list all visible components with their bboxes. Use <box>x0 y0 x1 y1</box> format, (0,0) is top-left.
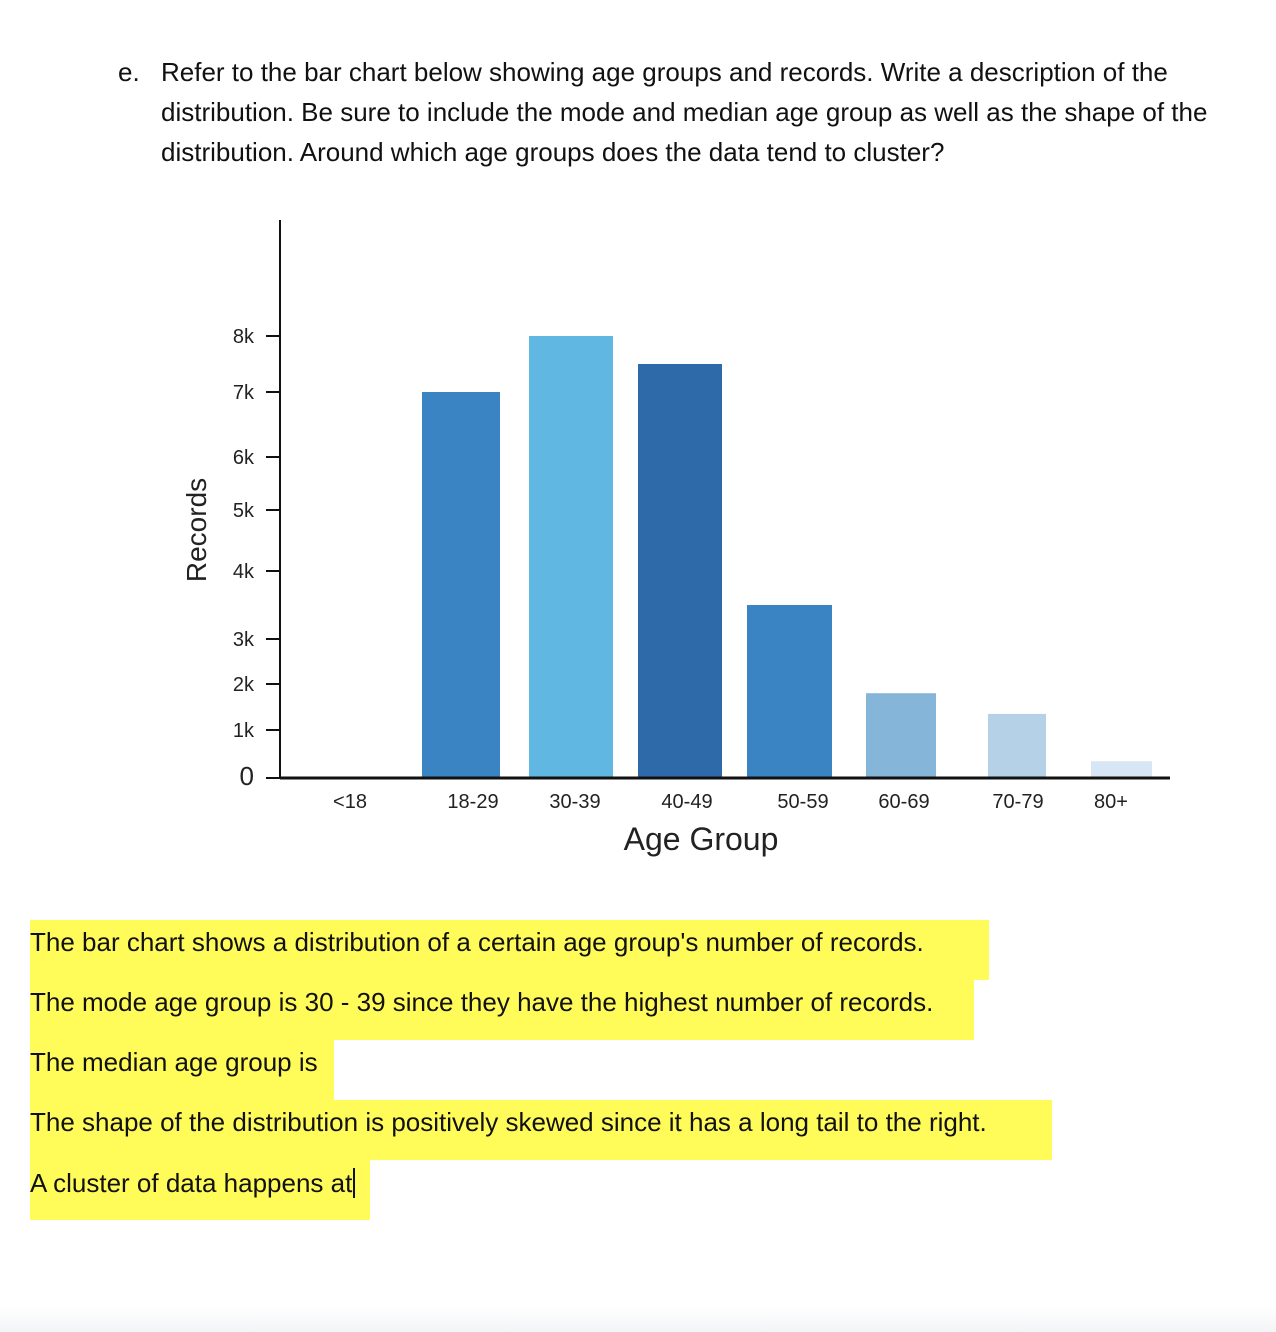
y-tick-label: 3k <box>232 629 254 651</box>
answer-line-2-text: The mode age group is 30 - 39 since they have the highest number of records. <box>30 980 974 1040</box>
y-tick-label: 0 <box>239 761 254 791</box>
bar-60-69 <box>866 693 936 778</box>
answer-line-3-text: The median age group is <box>30 1040 334 1100</box>
text-cursor <box>353 1168 355 1198</box>
answer-line-5-wrap <box>30 1160 370 1220</box>
y-axis-label: Records <box>181 477 212 583</box>
x-axis-label: Age Group <box>623 821 779 857</box>
x-tick-label: 70-79 <box>992 791 1044 813</box>
bar-chart <box>160 200 1190 880</box>
answer-block[interactable] <box>30 912 1052 1212</box>
x-tick-label: 80+ <box>1094 791 1128 813</box>
x-tick-label: 30-39 <box>549 791 601 813</box>
question-letter: e. <box>118 57 140 87</box>
y-tick-label: 7k <box>232 382 254 404</box>
y-tick-label: 8k <box>232 326 254 348</box>
y-tick-label: 5k <box>232 500 254 522</box>
x-tick-label: 50-59 <box>777 791 829 813</box>
y-tick-label: 2k <box>232 674 254 696</box>
x-tick-label: 60-69 <box>878 791 930 813</box>
y-tick-label: 1k <box>232 720 254 742</box>
answer-line-4-text: The shape of the distribution is positively skewed since it has a long tail to the right. <box>30 1100 1052 1160</box>
y-tick-label: 6k <box>232 447 254 469</box>
answer-line-1-text: The bar chart shows a distribution of a certain age group's number of records. <box>30 920 989 980</box>
bar-50-59 <box>747 605 832 778</box>
bar-40-49 <box>638 364 722 778</box>
x-tick-label: <18 <box>333 791 367 813</box>
answer-line-2 <box>30 972 1052 1032</box>
x-tick-label: 18-29 <box>447 791 499 813</box>
answer-line-5 <box>30 1152 1052 1212</box>
bar-80+ <box>1091 761 1152 778</box>
answer-line-5-text: A cluster of data happens at <box>30 1168 353 1198</box>
page-bottom-edge <box>0 1306 1276 1332</box>
bar-70-79 <box>988 714 1046 778</box>
question-text: Refer to the bar chart below showing age groups and records. Write a description of the distribution. Be sure to include the mode and median age group as well as the shape of the distribution. Around which age groups does the data tend to cluster? <box>161 57 1208 167</box>
bar-18-29 <box>422 392 500 778</box>
x-tick-label: 40-49 <box>661 791 713 813</box>
answer-line-1 <box>30 912 1052 972</box>
answer-line-3 <box>30 1032 1052 1092</box>
question-block <box>118 52 1228 172</box>
bar-30-39 <box>529 336 613 778</box>
y-tick-label: 4k <box>232 561 254 583</box>
answer-line-4 <box>30 1092 1052 1152</box>
